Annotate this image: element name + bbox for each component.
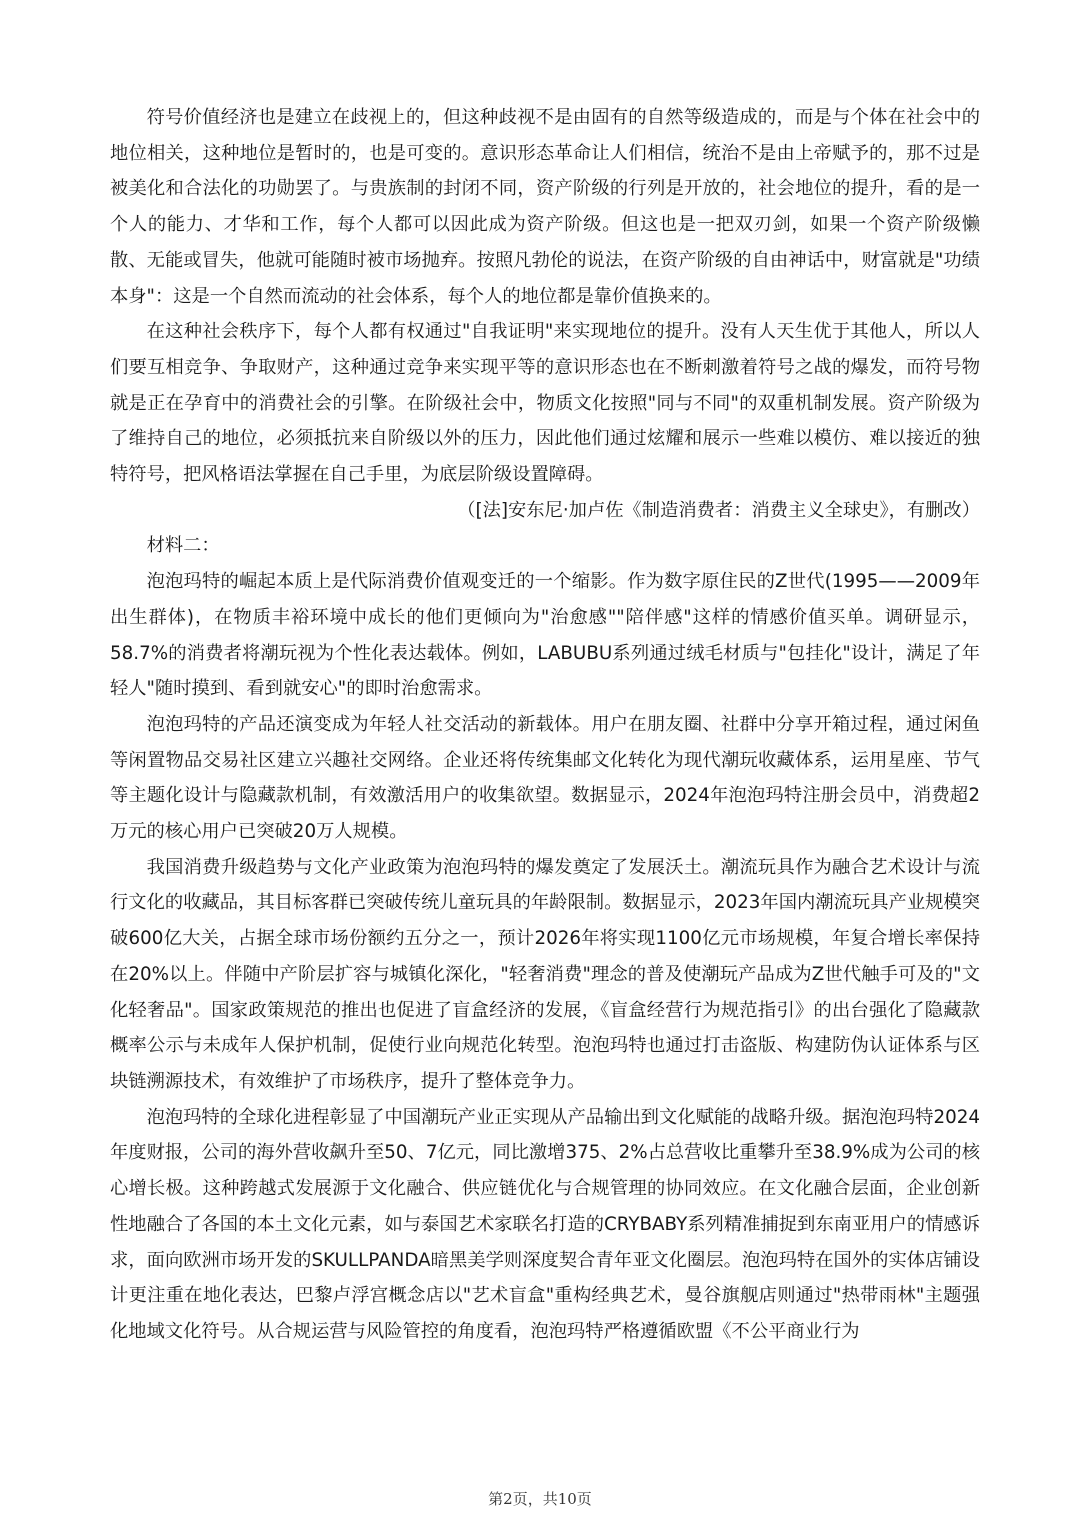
- paragraph-consumption-upgrade: 我国消费升级趋势与文化产业政策为泡泡玛特的爆发奠定了发展沃土。潮流玩具作为融合艺术设计与流行文化的收藏品，其目标客群已突破传统儿童玩具的年龄限制。数据显示，2023年国内潮流玩具产业规模突破600亿大关，占据全球市场份额约五分之一，预计2026年将实现1100亿元市场规模，年复合增长率保持在20%以上。伴随中产阶层扩容与城镇化深化，"轻奢消费"理念的普及使潮玩产品成为Z世代触手可及的"文化轻奢品"。国家政策规范的推出也促进了盲盒经济的发展，《盲盒经营行为规范指引》的出台强化了隐藏款概率公示与未成年人保护机制，促使行业向规范化转型。泡泡玛特也通过打击盗版、构建防伪认证体系与区块链溯源技术，有效维护了市场秩序，提升了整体竞争力。: [110, 856, 980, 1092]
- source-citation: （[法]安东尼·加卢佐《制造消费者：消费主义全球史》，有删改）: [457, 499, 980, 521]
- paragraph-globalization: 泡泡玛特的全球化进程彰显了中国潮玩产业正实现从产品输出到文化赋能的战略升级。据泡泡玛特2024年度财报，公司的海外营收飙升至50、7亿元，同比激增375、2%占总营收比重攀升至38.9%成为公司的核心增长极。这种跨越式发展源于文化融合、供应链优化与合规管理的协同效应。在文化融合层面，企业创新性地融合了各国的本土文化元素，如与泰国艺术家联名打造的CRYBABY系列精准捕捉到东南亚用户的情感诉求，面向欧洲市场开发的SKULLPANDA暗黑美学则深度契合青年亚文化圈层。泡泡玛特在国外的实体店铺设计更注重在地化表达，巴黎卢浮宫概念店以"艺术盲盒"重构经典艺术，曼谷旗舰店则通过"热带雨林"主题强化地域文化符号。从合规运营与风险管控的角度看，泡泡玛特严格遵循欧盟《不公平商业行为: [110, 1106, 980, 1342]
- page-number: 第2页，共10页: [488, 1490, 592, 1508]
- paragraph-symbolic-value-economy: 符号价值经济也是建立在歧视上的，但这种歧视不是由固有的自然等级造成的，而是与个体在社会中的地位相关，这种地位是暂时的，也是可变的。意识形态革命让人们相信，统治不是由上帝赋予的，那不过是被美化和合法化的功勋罢了。与贵族制的封闭不同，资产阶级的行列是开放的，社会地位的提升，看的是一个人的能力、才华和工作，每个人都可以因此成为资产阶级。但这也是一把双刃剑，如果一个资产阶级懒散、无能或冒失，他就可能随时被市场抛弃。按照凡勃伦的说法，在资产阶级的自由神话中，财富就是"功绩本身"：这是一个自然而流动的社会体系，每个人的地位都是靠价值换来的。: [110, 107, 980, 307]
- material-two-heading: 材料二：: [146, 535, 220, 557]
- paragraph-social-order: 在这种社会秩序下，每个人都有权通过"自我证明"来实现地位的提升。没有人天生优于其他人，所以人们要互相竞争、争取财产，这种通过竞争来实现平等的意识形态也在不断刺激着符号之战的爆发，而符号物就是正在孕育中的消费社会的引擎。在阶级社会中，物质文化按照"同与不同"的双重机制发展。资产阶级为了维持自己的地位，必须抵抗来自阶级以外的压力，因此他们通过炫耀和展示一些难以模仿、难以接近的独特符号，把风格语法掌握在自己手里，为底层阶级设置障碍。: [110, 321, 980, 486]
- paragraph-popmart-rise: 泡泡玛特的崛起本质上是代际消费价值观变迁的一个缩影。作为数字原住民的Z世代(1995——2009年出生群体)，在物质丰裕环境中成长的他们更倾向为"治愈感""陪伴感"这样的情感价值买单。调研显示，58.7%的消费者将潮玩视为个性化表达载体。例如，LABUBU系列通过绒毛材质与"包挂化"设计，满足了年轻人"随时摸到、看到就安心"的即时治愈需求。: [110, 571, 980, 700]
- document-body: [110, 100, 980, 1350]
- paragraph-popmart-social: 泡泡玛特的产品还演变成为年轻人社交活动的新载体。用户在朋友圈、社群中分享开箱过程，通过闲鱼等闲置物品交易社区建立兴趣社交网络。企业还将传统集邮文化转化为现代潮玩收藏体系，运用星座、节气等主题化设计与隐藏款机制，有效激活用户的收集欲望。数据显示，2024年泡泡玛特注册会员中，消费超2万元的核心用户已突破20万人规模。: [110, 713, 980, 843]
